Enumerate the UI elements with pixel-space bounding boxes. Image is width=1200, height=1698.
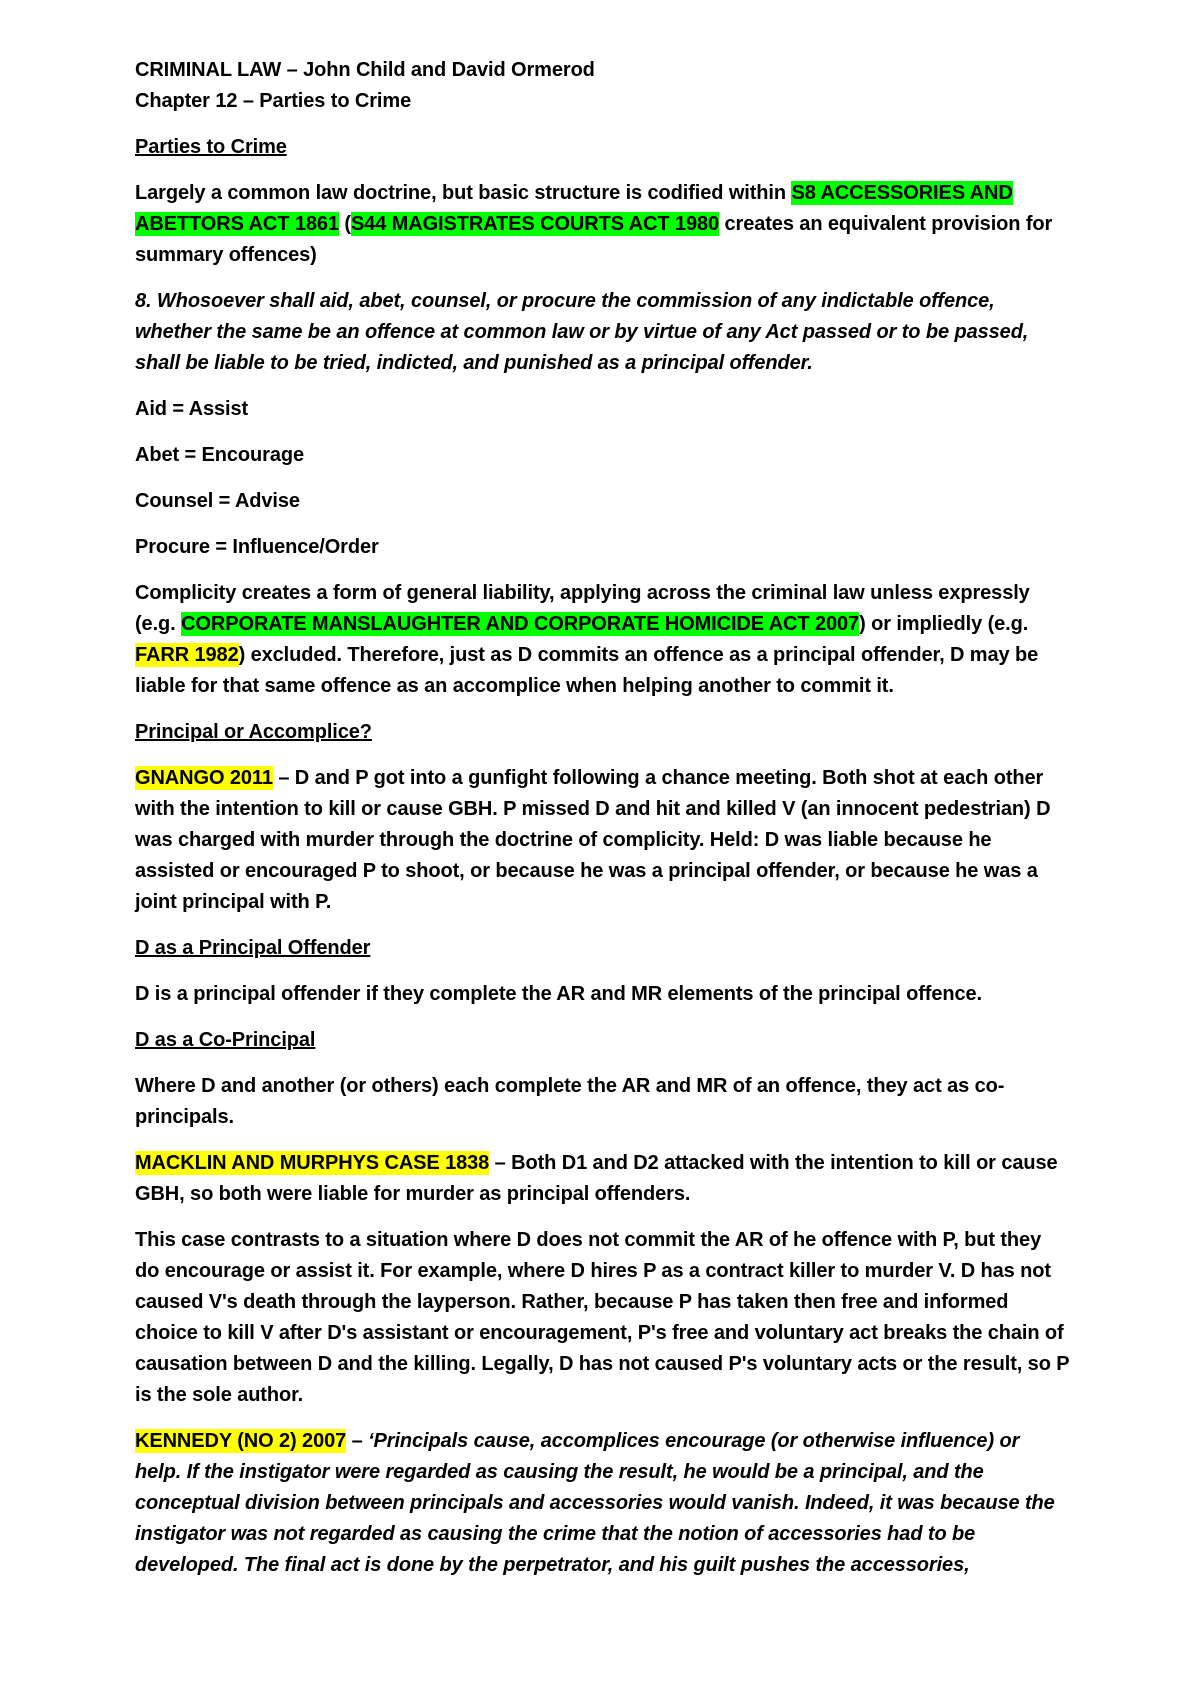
para-kennedy-no2-2007 — [135, 1426, 1070, 1581]
text-segment: creates an equivalent provision for summary offences) — [135, 213, 1053, 266]
text-segment: – D and P got into a gunfight following a chance meeting. Both shot at each other with the intention to kill or cause GBH. P missed D and hit and killed V (an innocent pedestrian) D was charged with murder through the doctrine of complicity. Held: D was liable because he assisted or encouraged P to shoot, or because he was a principal offender, or because he was a joint principal with P. — [135, 767, 1051, 913]
text-segment: Aid = Assist — [135, 398, 249, 420]
text-segment: ) or impliedly (e.g. — [859, 613, 1029, 635]
text-segment: Complicity creates a form of general liability, applying across the criminal law unless expressly (e.g. — [135, 582, 1030, 635]
text-segment: Principal or Accomplice? — [135, 721, 372, 743]
def-procure — [135, 532, 1070, 563]
heading-parties-to-crime — [135, 132, 1070, 163]
text-segment: – — [346, 1430, 369, 1452]
text-segment: Procure = Influence/Order — [135, 536, 379, 558]
para-macklin-murphys-1838 — [135, 1148, 1070, 1210]
heading-principal-or-accomplice — [135, 717, 1070, 748]
document-content — [135, 55, 1070, 1581]
heading-d-as-principal-offender — [135, 933, 1070, 964]
text-segment: ) excluded. Therefore, just as D commits an offence as a principal offender, D may be liable for that same offence as an accomplice when helping another to commit it. — [135, 644, 1039, 697]
text-segment: Largely a common law doctrine, but basic structure is codified within — [135, 182, 792, 204]
para-complicity — [135, 578, 1070, 702]
text-segment: – Both D1 and D2 attacked with the intention to kill or cause GBH, so both were liable for murder as principal offenders. — [135, 1152, 1058, 1205]
def-aid — [135, 394, 1070, 425]
text-segment: ‘Principals cause, accomplices encourage (or otherwise influence) or help. If the instigator were regarded as causing the result, he would be a principal, and the conceptual division between principals and accessories would vanish. Indeed, it was because the instigator was not regarded as causing the crime that the notion of accessories had to be developed. The final act is done by the perpetrator, and his guilt pushes the accessories, — [135, 1430, 1055, 1576]
text-segment: CRIMINAL LAW – John Child and David Ormerod — [135, 59, 595, 81]
highlighted-text-green: CORPORATE MANSLAUGHTER AND CORPORATE HOMICIDE ACT 2007 — [181, 613, 860, 635]
text-segment: Where D and another (or others) each complete the AR and MR of an offence, they act as co-principals. — [135, 1075, 1005, 1128]
text-segment: 8. Whosoever shall aid, abet, counsel, or procure the commission of any indictable offence, whether the same be an offence at common law or by virtue of any Act passed or to be passed, shall be liable to be tried, indicted, and punished as a principal offender. — [135, 290, 1029, 374]
text-segment: Parties to Crime — [135, 136, 287, 158]
para-contract-killer-contrast — [135, 1225, 1070, 1411]
doc-title — [135, 55, 1070, 86]
highlighted-text-green: S8 ACCESSORIES AND ABETTORS ACT 1861 — [135, 182, 1013, 235]
doc-subtitle — [135, 86, 1070, 117]
text-segment: ( — [338, 213, 351, 235]
def-counsel — [135, 486, 1070, 517]
text-segment: D as a Co-Principal — [135, 1029, 316, 1051]
para-co-principals — [135, 1071, 1070, 1133]
text-segment: Counsel = Advise — [135, 490, 300, 512]
def-abet — [135, 440, 1070, 471]
quote-s8-statute — [135, 286, 1070, 379]
text-segment: D as a Principal Offender — [135, 937, 371, 959]
heading-d-as-co-principal — [135, 1025, 1070, 1056]
highlighted-text-yellow: MACKLIN AND MURPHYS CASE 1838 — [135, 1152, 490, 1174]
text-segment: Abet = Encourage — [135, 444, 304, 466]
para-gnango-2011 — [135, 763, 1070, 918]
highlighted-text-yellow: FARR 1982 — [135, 644, 239, 666]
text-segment: This case contrasts to a situation where D does not commit the AR of he offence with P, but they do encourage or assist it. For example, where D hires P as a contract killer to murder V. D has not caused V's death through the layperson. Rather, because P has taken then free and informed choice to kill V after D's assistant or encouragement, P's free and voluntary act breaks the chain of causation between D and the killing. Legally, D has not caused P's voluntary acts or the result, so P is the sole author. — [135, 1229, 1070, 1406]
text-segment: Chapter 12 – Parties to Crime — [135, 90, 412, 112]
para-principal-offender-definition — [135, 979, 1070, 1010]
para-codification — [135, 178, 1070, 271]
highlighted-text-green: S44 MAGISTRATES COURTS ACT 1980 — [350, 213, 720, 235]
highlighted-text-yellow: GNANGO 2011 — [135, 767, 273, 789]
text-segment: D is a principal offender if they complete the AR and MR elements of the principal offence. — [135, 983, 982, 1005]
highlighted-text-yellow: KENNEDY (NO 2) 2007 — [135, 1430, 347, 1452]
